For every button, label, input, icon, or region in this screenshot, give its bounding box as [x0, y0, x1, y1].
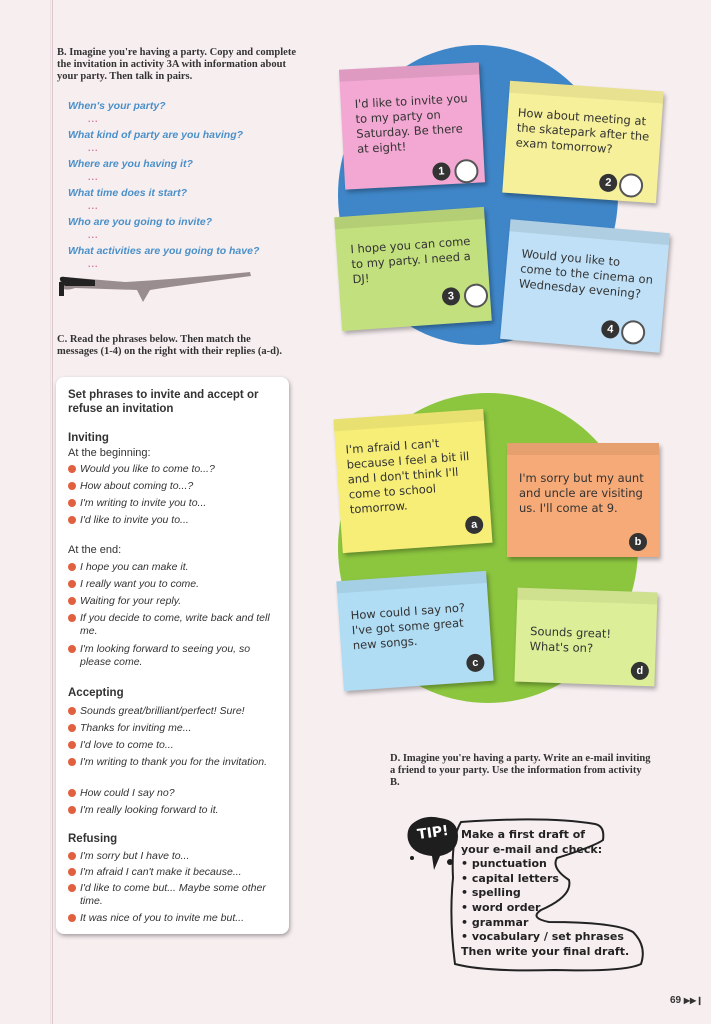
answer-circle[interactable]: [618, 173, 644, 199]
bullet-icon: [68, 465, 76, 473]
question-item: What kind of party are you having? ...: [68, 129, 244, 153]
phrase-item: I'm afraid I can't make it because...: [68, 866, 278, 879]
section-c-instruction: C. Read the phrases below. Then match the messages (1-4) on the right with their replies (a-d).: [57, 334, 283, 357]
phrase-item: If you decide to come, write back and tell me.: [68, 612, 278, 638]
answer-circle[interactable]: [463, 283, 489, 309]
tip-check: • grammar: [461, 915, 529, 929]
bullet-icon: [68, 806, 76, 814]
reply-note-d: Sounds great! What's on? d: [514, 588, 657, 687]
tip-text: Make a first draft of your e-mail and check: • punctuation • capital letters • spelling • word order • grammar • vocabulary / set phrases Then write your final draft.: [461, 828, 651, 959]
set-phrases-box: [56, 377, 289, 934]
bullet-icon: [68, 868, 76, 876]
at-beginning-label: At the beginning:: [68, 447, 151, 459]
phrase-item: I'm writing to thank you for the invitation.: [68, 756, 278, 769]
answer-circle[interactable]: [454, 159, 479, 184]
bullet-icon: [68, 758, 76, 766]
bullet-icon: [68, 597, 76, 605]
refusing-heading: Refusing: [68, 833, 118, 845]
speech-tail-icon: [55, 268, 255, 308]
phrase-item: How could I say no?: [68, 787, 278, 800]
phrase-item: I hope you can make it.: [68, 561, 278, 574]
phrase-item: I really want you to come.: [68, 578, 278, 591]
section-d-instruction: D. Imagine you're having a party. Write an e-mail inviting a friend to your party. Use the information from activity B.: [390, 753, 651, 788]
section-b-instruction: B. Imagine you're having a party. Copy and complete the invitation in activity 3A with information about your party. Then talk in pairs.: [57, 47, 296, 82]
message-note-2: How about meeting at the skatepark after the exam tomorrow? 2: [502, 81, 663, 203]
page-number: 69 ▶▶❙: [670, 995, 703, 1006]
message-note-1: I'd like to invite you to my party on Saturday. Be there at eight! 1: [339, 62, 485, 189]
bullet-icon: [68, 563, 76, 571]
tip-logo-icon: TIP!: [404, 814, 462, 860]
bullet-icon: [68, 482, 76, 490]
phrase-item: I'm really looking forward to it.: [68, 804, 278, 817]
bullet-icon: [68, 914, 76, 922]
phrase-item: Thanks for inviting me...: [68, 722, 278, 735]
reply-note-b: I'm sorry but my aunt and uncle are visiting us. I'll come at 9. b: [507, 443, 659, 557]
phrase-item: How about coming to...?: [68, 480, 278, 493]
question-item: What time does it start? ...: [68, 187, 188, 211]
phrase-item: I'm sorry but I have to...: [68, 850, 278, 863]
bullet-icon: [68, 499, 76, 507]
forward-icon: ▶▶❙: [683, 996, 703, 1005]
question-item: What activities are you going to have? ...: [68, 245, 260, 269]
phrase-item: I'd like to invite you to...: [68, 514, 278, 527]
question-item: When's your party? ...: [68, 100, 166, 124]
bullet-icon: [68, 645, 76, 653]
phrase-item: I'm looking forward to seeing you, so please come.: [68, 643, 278, 669]
question-list: [68, 100, 308, 274]
phrase-item: I'd like to come but... Maybe some other time.: [68, 882, 278, 908]
phrase-item: Sounds great/brilliant/perfect! Sure!: [68, 705, 278, 718]
reply-note-c: How could I say no? I've got some great new songs. c: [336, 571, 493, 691]
inviting-heading: Inviting: [68, 432, 109, 444]
reply-note-a: I'm afraid I can't because I feel a bit ill and I don't think I'll come to school tomorrow. a: [334, 409, 493, 553]
phrase-item: Would you like to come to...?: [68, 463, 278, 476]
bullet-icon: [68, 516, 76, 524]
bullet-icon: [68, 724, 76, 732]
bullet-icon: [68, 614, 76, 622]
phrase-item: It was nice of you to invite me but...: [68, 912, 278, 925]
phrase-item: I'm writing to invite you to...: [68, 497, 278, 510]
tip-check: • vocabulary / set phrases: [461, 930, 624, 944]
answer-circle[interactable]: [620, 319, 646, 345]
bullet-icon: [68, 884, 76, 892]
at-end-label: At the end:: [68, 544, 122, 556]
bullet-icon: [68, 789, 76, 797]
tip-check: • word order: [461, 900, 541, 914]
tip-check: • spelling: [461, 886, 521, 900]
box-title: Set phrases to invite and accept or refuse an invitation: [68, 389, 259, 415]
message-note-3: I hope you can come to my party. I need a DJ! 3: [334, 207, 492, 331]
phrase-item: Waiting for your reply.: [68, 595, 278, 608]
tip-check: • punctuation: [461, 857, 547, 871]
accepting-heading: Accepting: [68, 687, 124, 699]
question-item: Where are you having it? ...: [68, 158, 193, 182]
bullet-icon: [68, 580, 76, 588]
phrase-item: I'd love to come to...: [68, 739, 278, 752]
bullet-icon: [68, 707, 76, 715]
bullet-icon: [68, 741, 76, 749]
message-note-4: Would you like to come to the cinema on Wednesday evening? 4: [500, 219, 670, 352]
tip-check: • capital letters: [461, 871, 559, 885]
bullet-icon: [68, 852, 76, 860]
question-item: Who are you going to invite? ...: [68, 216, 213, 240]
